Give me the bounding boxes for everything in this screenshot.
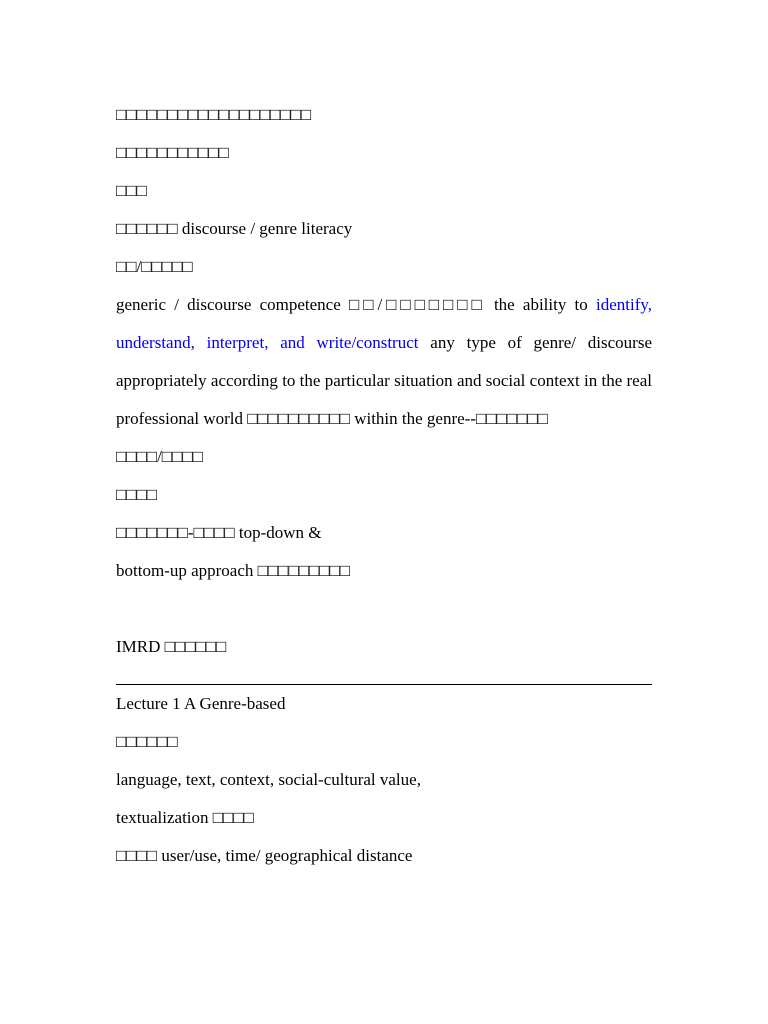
literacy-text: discourse / genre literacy xyxy=(181,219,353,238)
document-page xyxy=(116,96,652,875)
approach-prefix: □□□□□□□-□□□□ xyxy=(116,523,235,542)
text-line: □□□□□□□□□□□□□□□□□□□ xyxy=(116,105,312,124)
competence-cjk-2: □□□□□□□□□□ xyxy=(247,409,350,428)
variation-line xyxy=(116,837,652,875)
text-line: □□□□□□□□□□□ xyxy=(116,143,229,162)
blank-line xyxy=(116,590,652,628)
textualization-line xyxy=(116,799,652,837)
bottom-up-text: bottom-up approach xyxy=(116,561,254,580)
terms-line: language, text, context, social-cultural value, xyxy=(116,770,421,789)
lecture-subtitle: □□□□□□ xyxy=(116,732,178,751)
textualization-text: textualization xyxy=(116,808,209,827)
variation-prefix: □□□□ xyxy=(116,846,158,865)
text-line: □□□□ xyxy=(116,485,158,504)
competence-mid: the ability to xyxy=(493,295,588,314)
lecture-title: Lecture 1 A Genre-based xyxy=(116,694,286,713)
text-line: □□□ xyxy=(116,181,147,200)
competence-highlight: identify, understand, interpret, and write/construct xyxy=(116,295,653,352)
literacy-prefix: □□□□□□ xyxy=(116,219,178,238)
textualization-suffix: □□□□ xyxy=(212,808,254,827)
literacy-line xyxy=(116,210,652,248)
imrd-suffix: □□□□□□ xyxy=(164,637,227,656)
approach-text: top-down & xyxy=(238,523,322,542)
approach-line xyxy=(116,514,652,552)
competence-tail: within the genre-- xyxy=(354,409,476,428)
competence-cjk-3: □□□□□□□ xyxy=(476,409,548,428)
text-line: □□□□/□□□□ xyxy=(116,447,203,466)
variation-text: user/use, time/ geographical distance xyxy=(161,846,413,865)
competence-rest: any type of genre/ discourse appropriately according to the particular situation and social context in the real professional world xyxy=(116,333,653,428)
competence-start: generic / discourse competence xyxy=(116,295,341,314)
imrd-text: IMRD xyxy=(116,637,161,656)
imrd-line xyxy=(116,628,652,666)
competence-cjk-1: □□/□□□□□□□ xyxy=(348,295,486,314)
competence-heading: □□/□□□□□ xyxy=(116,257,193,276)
bottom-up-line xyxy=(116,552,652,590)
competence-paragraph xyxy=(116,286,652,438)
bottom-up-suffix: □□□□□□□□□ xyxy=(257,561,351,580)
